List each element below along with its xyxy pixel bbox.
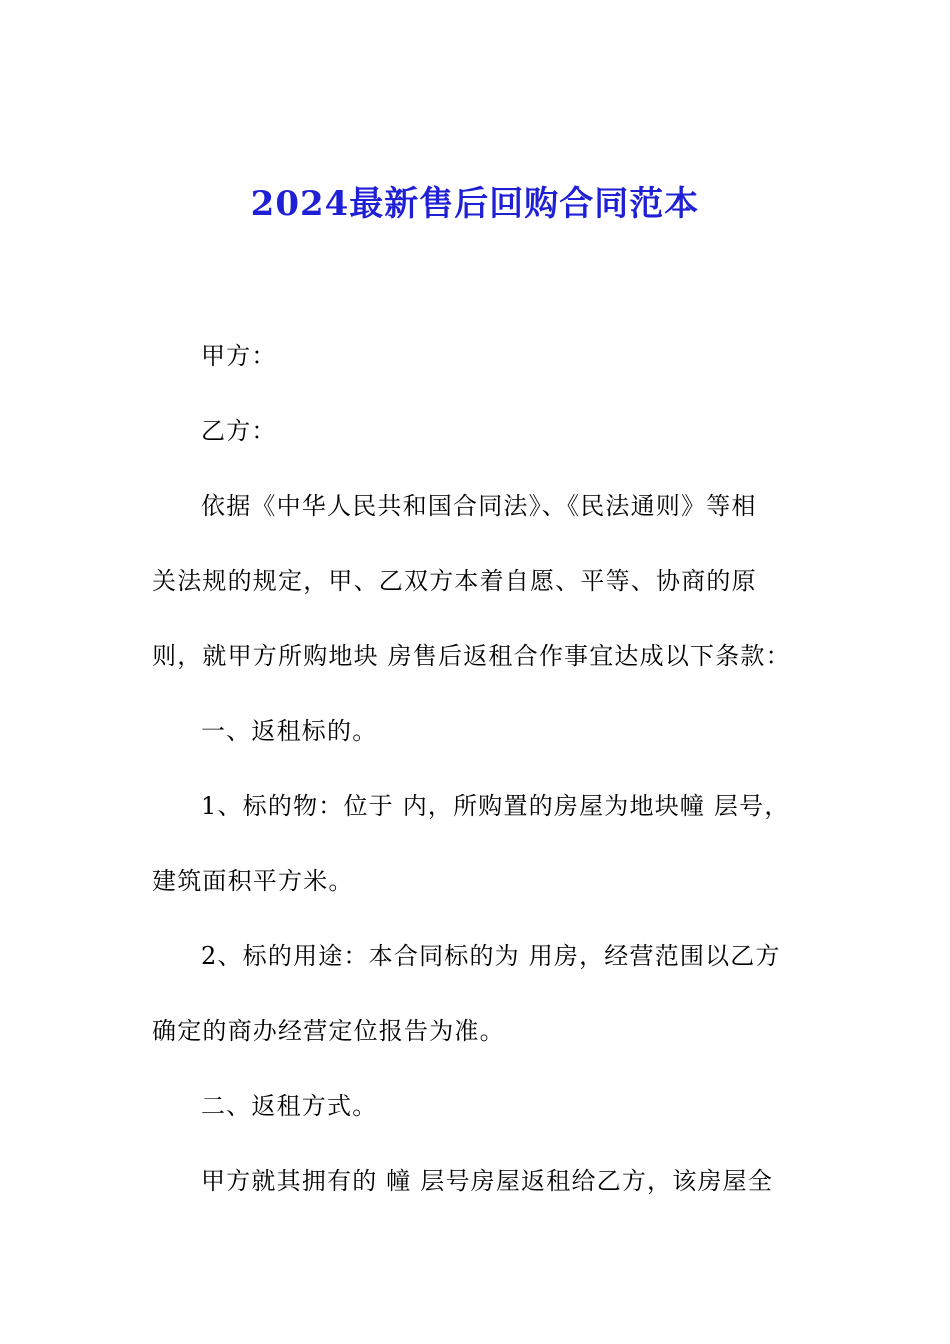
clause-line: 1、标的物：位于 内，所购置的房屋为地块幢 层号， — [201, 792, 790, 820]
document-body — [152, 326, 798, 1226]
paragraph-line: 则，就甲方所购地块 房售后返租合作事宜达成以下条款： — [152, 642, 791, 670]
paragraph-line: 依据《中华人民共和国合同法》、《民法通则》等相 — [201, 492, 757, 520]
paragraph-line: 甲方就其拥有的 幢 层号房屋返租给乙方，该房屋全 — [201, 1167, 774, 1195]
document-title: 2024最新售后回购合同范本 — [250, 184, 700, 224]
party-a-line: 甲方： — [201, 342, 277, 370]
paragraph-line: 关法规的规定，甲、乙双方本着自愿、平等、协商的原 — [152, 567, 757, 595]
clause-line: 确定的商办经营定位报告为准。 — [152, 1017, 505, 1045]
section-heading: 一、返租标的。 — [201, 717, 378, 745]
clause-line: 2、标的用途：本合同标的为 用房，经营范围以乙方 — [201, 942, 781, 970]
section-heading: 二、返租方式。 — [201, 1092, 378, 1120]
clause-line: 建筑面积平方米。 — [152, 867, 354, 895]
party-b-line: 乙方： — [201, 417, 277, 445]
